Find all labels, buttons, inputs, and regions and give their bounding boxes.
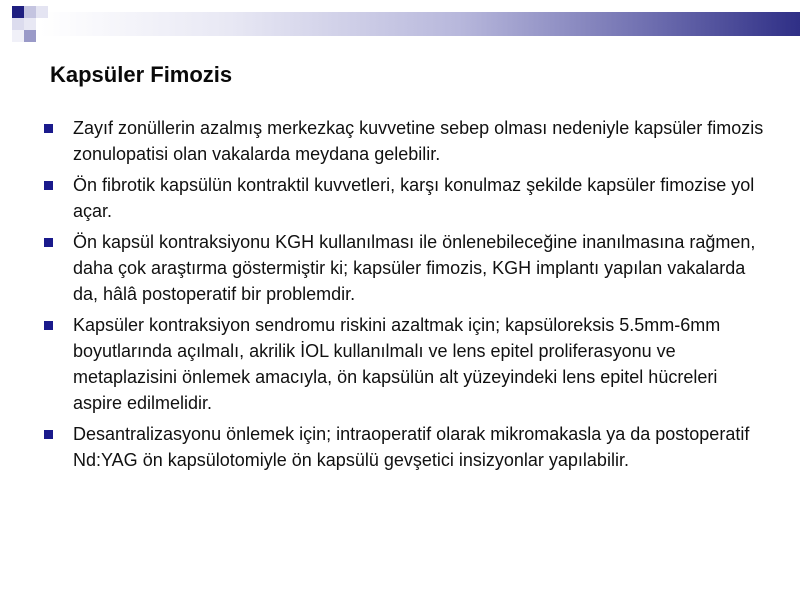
header-decoration — [0, 0, 800, 50]
bullet-text: Zayıf zonüllerin azalmış merkezkaç kuvvetine sebep olması nedeniyle kapsüler fimozis zonulopatisi olan vakalarda meydana gelebilir. — [73, 118, 764, 164]
decor-square — [24, 18, 36, 30]
decor-square — [24, 30, 36, 42]
bullet-item — [44, 172, 764, 224]
decor-square — [12, 18, 24, 30]
square-bullet-icon — [44, 238, 53, 247]
decor-square — [36, 6, 48, 18]
slide-title: Kapsüler Fimozis — [50, 62, 233, 87]
square-bullet-icon — [44, 181, 53, 190]
square-bullet-icon — [44, 430, 53, 439]
decor-square — [12, 30, 24, 42]
decor-square — [12, 6, 24, 18]
bullet-text: Kapsüler kontraksiyon sendromu riskini azaltmak için; kapsüloreksis 5.5mm-6mm boyutlarında açılmalı, akrilik İOL kullanılmalı ve lens epitel proliferasyonu ve metaplazisini önlemek amacıyla, ön kapsülün alt yüzeyindeki lens epitel hücreleri aspire edilmelidir. — [73, 315, 721, 413]
bullet-item — [44, 312, 764, 416]
square-bullet-icon — [44, 124, 53, 133]
bullet-list — [44, 115, 764, 478]
bullet-text: Ön fibrotik kapsülün kontraktil kuvvetleri, karşı konulmaz şekilde kapsüler fimozise yol açar. — [73, 175, 755, 221]
bullet-item — [44, 421, 764, 473]
header-gradient-bar — [40, 12, 800, 36]
bullet-item — [44, 229, 764, 307]
bullet-text: Desantralizasyonu önlemek için; intraoperatif olarak mikromakasla ya da postoperatif Nd:YAG ön kapsülotomiyle ön kapsülü gevşetici insizyonlar yapılabilir. — [73, 424, 750, 470]
decor-square — [24, 6, 36, 18]
square-bullet-icon — [44, 321, 53, 330]
bullet-item — [44, 115, 764, 167]
bullet-text: Ön kapsül kontraksiyonu KGH kullanılması ile önlenebileceğine inanılmasına rağmen, daha çok araştırma göstermiştir ki; kapsüler fimozis, KGH implantı yapılan vakalarda da, hâlâ postoperatif bir problemdir. — [73, 232, 756, 304]
